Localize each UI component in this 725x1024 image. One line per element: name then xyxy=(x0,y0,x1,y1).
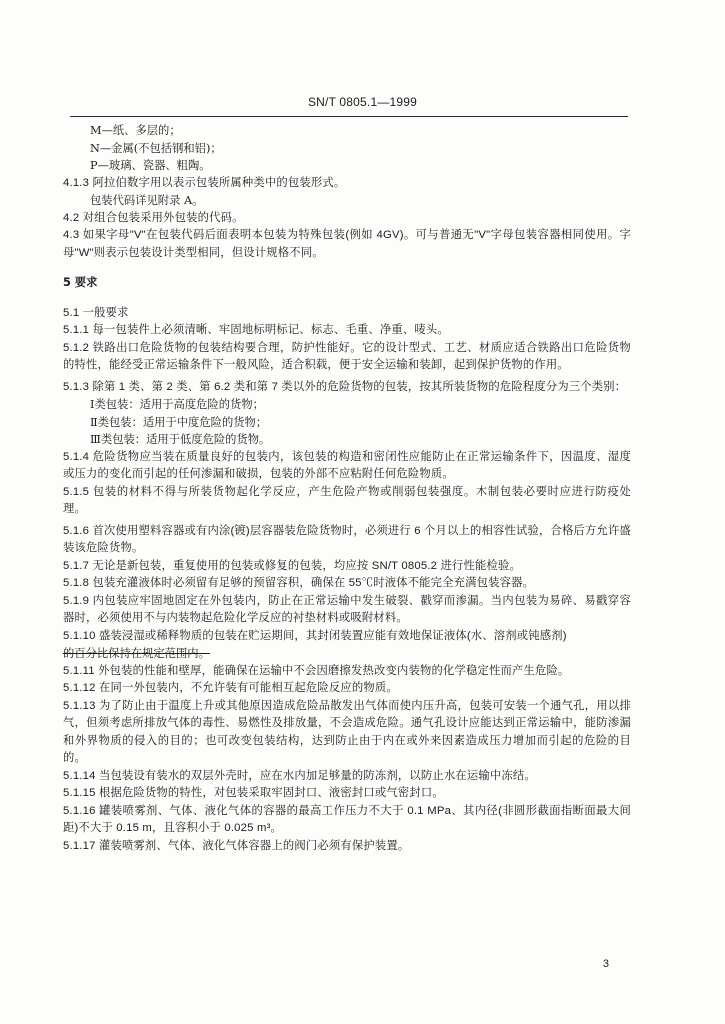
clause-4-1-3-note: 包装代码详见附录 A。 xyxy=(90,194,204,207)
category-1: Ⅰ类包装：适用于高度危险的货物； xyxy=(90,398,264,411)
clause-5-1-3: 5.1.3 除第 1 类、第 2 类、第 6.2 类和第 7 类以外的危险货物的包装，按其所装货物的危险程度分为三个类别： xyxy=(63,380,627,393)
clause-5-1-13: 5.1.13 为了防止由于温度上升或其他原因造成危险品散发出气体而使内压升高，包装可安装一个通气孔，用以排气，但须考虑所排放气体的毒性、易燃性及排放量，不会造成危险。通气孔设计应能达到正常运输中，能防渗漏和外界物质的侵入的目的；也可改变包装结构，达到防止由于内在或外来因素造成压力增加而引起的危险的目的。 xyxy=(63,699,631,764)
clause-5-1-8: 5.1.8 包装充灌液体时必须留有足够的预留容积，确保在 55℃时液体不能完全充满包装容器。 xyxy=(63,577,535,589)
list-item-p: P—玻璃、瓷器、粗陶。 xyxy=(90,159,211,172)
section-heading-5: 5 要求 xyxy=(63,276,98,289)
clause-4-3: 4.3 如果字母"V"在包装代码后面表明本包装为特殊包装(例如 4GV)。可与普通无"V"字母包装容器相同使用。字母"W"则表示包装设计类型相同，但设计规格不同。 xyxy=(63,229,631,259)
clause-5-1-16: 5.1.16 罐装喷雾剂、气体、液化气体的容器的最高工作压力不大于 0.1 MPa、其内径(非圆形截面指断面最大间距)不大于 0.15 m，且容积小于 0.025 m³。 xyxy=(63,804,631,834)
clause-5-1: 5.1 一般要求 xyxy=(63,306,129,319)
page-number: 3 xyxy=(602,958,609,970)
document-body xyxy=(63,122,631,855)
page-header: SN/T 0805.1—1999 xyxy=(307,95,418,109)
clause-5-1-10: 5.1.10 盛装浸湿或稀释物质的包装在贮运期间，其封闭装置应能有效地保证液体(水、溶剂或钝感剂) xyxy=(63,629,567,642)
clause-5-1-4: 5.1.4 危险货物应当装在质量良好的包装内，该包装的构造和密闭性应能防止在正常运输条件下，因温度、湿度或压力的变化而引起的任何渗漏和破损，包装的外部不应粘附任何危险物质。 xyxy=(63,450,631,480)
clause-5-1-9: 5.1.9 内包装应牢固地固定在外包装内，防止在正常运输中发生破裂、戳穿而渗漏。当内包装为易碎、易戳穿容器时，必须使用不与内装物起危险化学反应的衬垫材料或吸附材料。 xyxy=(63,594,631,624)
list-item-m: M—纸、多层的； xyxy=(90,124,181,137)
list-item-n: N—金属(不包括钢和铝)； xyxy=(90,141,222,155)
clause-5-1-15: 5.1.15 根据危险货物的特性，对包装采取牢固封口、液密封口或气密封口。 xyxy=(63,787,444,799)
category-2: Ⅱ类包装：适用于中度危险的货物； xyxy=(90,415,268,429)
clause-5-1-1: 5.1.1 每一包装件上必须清晰、牢固地标明标记、标志、毛重、净重、唛头。 xyxy=(63,324,449,336)
clause-5-1-11: 5.1.11 外包装的性能和壁厚，能确保在运输中不会因磨擦发热改变内装物的化学稳定性而产生危险。 xyxy=(63,664,570,677)
clause-5-1-5: 5.1.5 包装的材料不得与所装货物起化学反应，产生危险产物或削弱包装强度。木制包装必要时应进行防疫处理。 xyxy=(63,485,631,515)
clause-4-1-3: 4.1.3 阿拉伯数字用以表示包装所属种类中的包装形式。 xyxy=(63,176,346,189)
clause-5-1-14: 5.1.14 当包装设有装水的双层外壳时，应在水内加足够量的防冻剂，以防止水在运输中冻结。 xyxy=(63,769,536,782)
clause-5-1-17: 5.1.17 灌装喷雾剂、气体、液化气体容器上的阀门必须有保护装置。 xyxy=(63,839,410,852)
clause-5-1-7: 5.1.7 无论是新包装，重复使用的包装或修复的包装，均应按 SN/T 0805.2 进行性能检验。 xyxy=(63,559,521,572)
clause-5-1-10-cont: 的百分比保持在规定范围内。 xyxy=(63,647,210,660)
clause-4-2: 4.2 对组合包装采用外包装的代码。 xyxy=(63,211,244,224)
clause-5-1-6: 5.1.6 首次使用塑料容器或有内涂(镀)层容器装危险货物时，必须进行 6 个月以上的相容性试验，合格后方允许盛装该危险货物。 xyxy=(63,524,631,554)
category-3: Ⅲ类包装：适用于低度危险的货物。 xyxy=(90,433,271,446)
clause-5-1-12: 5.1.12 在同一外包装内，不允许装有可能相互起危险反应的物质。 xyxy=(63,682,398,694)
header-rule xyxy=(70,116,628,117)
clause-5-1-2: 5.1.2 铁路出口危险货物的包装结构要合理，防护性能好。它的设计型式、工艺、材质应适合铁路出口危险货物的特性，能经受正常运输条件下一般风险，适合积载，便于安全运输和装卸，起到保护货物的作用。 xyxy=(63,341,631,371)
